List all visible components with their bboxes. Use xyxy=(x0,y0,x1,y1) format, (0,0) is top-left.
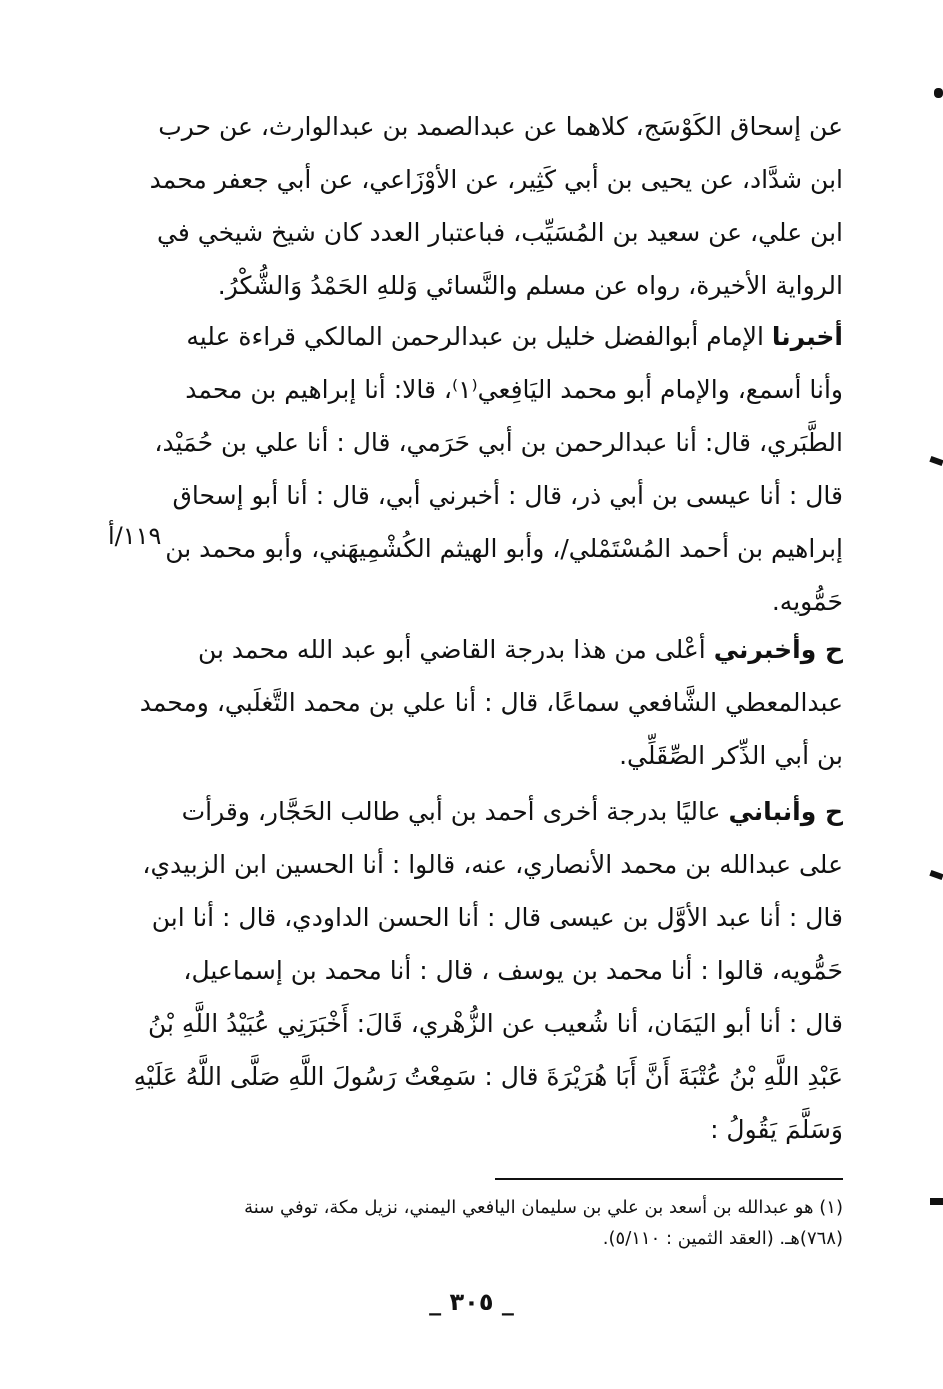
paragraph-lead: ح وأخبرني xyxy=(713,635,843,664)
page-number: _ ٣٠٥ _ xyxy=(429,1288,514,1316)
line-text: أعْلى من هذا بدرجة القاضي أبو عبد الله محمد بن xyxy=(197,635,714,664)
text-line xyxy=(170,310,843,363)
line-text: عاليًا بدرجة أخرى أحمد بن أبي طالب الحَجَّار، وقرأت xyxy=(181,797,729,826)
scan-mark xyxy=(929,456,943,466)
text-line: وأنا أسمع، والإمام أبو محمد اليَافِعي⁽١⁾، قالا: أنا إبراهيم بن محمد xyxy=(185,375,843,404)
text-line: ابن علي، عن سعيد بن المُسَيِّب، فباعتبار العدد كان شيخ شيخي في xyxy=(157,218,843,247)
footnote-line: (١) هو عبدالله بن أسعد بن علي بن سليمان اليافعي اليمني، نزيل مكة، توفي سنة xyxy=(244,1197,843,1218)
text-line: وَسَلَّمَ يَقُولُ : xyxy=(710,1115,843,1144)
text-line: قال : أنا عبد الأوَّل بن عيسى قال : أنا الحسن الداودي، قال : أنا ابن xyxy=(151,903,843,932)
paragraph-lead: ح وأنباني xyxy=(728,797,843,826)
footnote-divider xyxy=(495,1178,843,1180)
text-line xyxy=(170,623,843,676)
margin-folio-note: ١١٩/أ xyxy=(108,522,162,550)
paragraph-1 xyxy=(149,100,843,312)
text-line: عبدالمعطي الشَّافعي سماعًا، قال : أنا علي بن محمد التَّغلَبي، ومحمد xyxy=(139,688,843,717)
line-text: الإمام أبوالفضل خليل بن عبدالرحمن المالكي قراءة عليه xyxy=(186,322,772,351)
text-line: قال : أنا أبو اليَمَان، أنا شُعيب عن الزُّهْري، قَالَ: أَخْبَرَنِي عُبَيْدُ اللَّهِ بْنُ xyxy=(148,1009,843,1038)
scan-mark xyxy=(929,870,943,880)
text-line: الرواية الأخيرة، رواه عن مسلم والنَّسائي وَللهِ الحَمْدُ وَالشُّكْرُ. xyxy=(217,271,843,300)
footnote-line: (٧٦٨)هـ. (العقد الثمين : ٥/١١٠). xyxy=(602,1228,843,1249)
text-line: ابن شدَّاد، عن يحيى بن أبي كَثِير، عن الأوْزَاعي، عن أبي جعفر محمد xyxy=(149,165,843,194)
paragraph-lead: أخبرنا xyxy=(771,322,843,351)
text-line: على عبدالله بن محمد الأنصاري، عنه، قالوا : أنا الحسين ابن الزبيدي، xyxy=(142,850,843,879)
text-line: عَبْدِ اللَّهِ بْنُ عُتْبَةَ أَنَّ أَبَا هُرَيْرَةَ قال : سَمِعْتُ رَسُولَ اللَّهِ صَلَّى اللَّهُ عَلَيْهِ xyxy=(133,1062,843,1091)
scan-mark xyxy=(934,88,943,98)
text-line xyxy=(170,785,843,838)
text-line: الطَّبَري، قال: أنا عبدالرحمن بن أبي حَرَمي، قال : أنا علي بن حُمَيْد، xyxy=(154,428,843,457)
text-line: حَمُّويه، قالوا : أنا محمد بن يوسف ، قال : أنا محمد بن إسماعيل، xyxy=(183,956,843,985)
paragraph-3 xyxy=(139,623,843,782)
text-line: بن أبي الذِّكر الصِّقَلِّي. xyxy=(619,741,843,770)
text-line: إبراهيم بن أحمد المُسْتَمْلي/، وأبو الهيثم الكُشْمِيهَني، وأبو محمد بن xyxy=(165,534,843,563)
paragraph-2 xyxy=(154,310,843,628)
text-line: عن إسحاق الكَوْسَج، كلاهما عن عبدالصمد بن عبدالوارث، عن حرب xyxy=(158,112,843,141)
text-line: حَمُّويه. xyxy=(771,587,843,616)
scan-mark xyxy=(930,1198,943,1205)
text-line: قال : أنا عيسى بن أبي ذر، قال : أخبرني أبي، قال : أنا أبو إسحاق xyxy=(172,481,843,510)
footnote xyxy=(170,1192,843,1254)
paragraph-4 xyxy=(133,785,843,1156)
